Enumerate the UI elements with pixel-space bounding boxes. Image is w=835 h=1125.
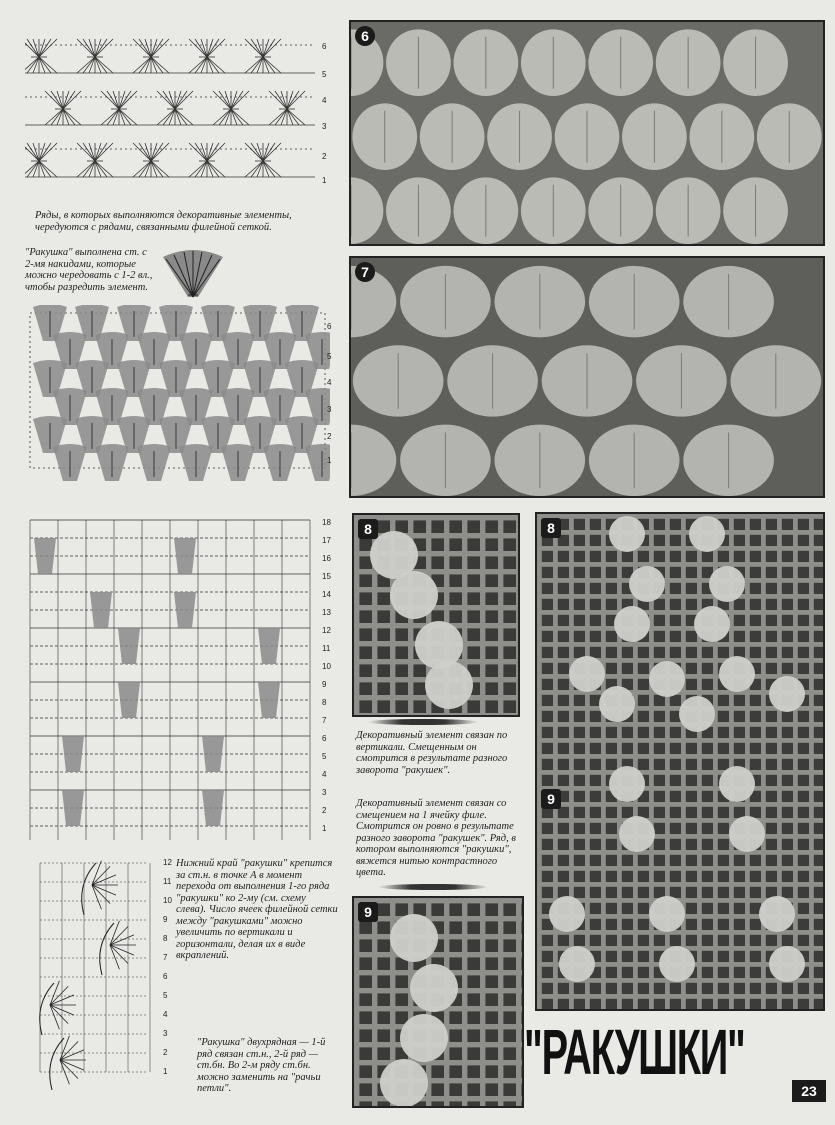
row-number: 4	[322, 96, 327, 105]
row-number: 9	[163, 915, 168, 924]
row-number: 5	[322, 752, 327, 761]
row-number: 10	[163, 896, 172, 905]
row-number: 1	[322, 824, 327, 833]
photo-number: 8	[358, 519, 378, 539]
row-number: 6	[163, 972, 168, 981]
photo-number: 8	[541, 518, 561, 538]
row-number: 4	[322, 770, 327, 779]
row-number: 7	[163, 953, 168, 962]
row-number: 6	[322, 734, 327, 743]
page-number: 23	[792, 1080, 826, 1102]
photo-6-texture	[351, 22, 823, 244]
row-number: 17	[322, 536, 331, 545]
row-number: 1	[163, 1067, 168, 1076]
arrow-divider	[378, 884, 488, 890]
row-number: 7	[322, 716, 327, 725]
row-number: 15	[322, 572, 331, 581]
rows-caption: Ряды, в которых выполняются декоративные элементы, чередуются с рядами, связанными филейной сеткой.	[35, 210, 292, 233]
shell-chart-2	[25, 305, 330, 500]
photo-number: 6	[355, 26, 375, 46]
photo-number: 9	[541, 789, 561, 809]
photo-number: 7	[355, 262, 375, 282]
row-number: 2	[163, 1048, 168, 1057]
row-number: 2	[322, 152, 327, 161]
row-number: 9	[322, 680, 327, 689]
shell-chart-1	[25, 20, 320, 195]
row-number: 1	[322, 176, 327, 185]
row-number: 4	[327, 378, 332, 387]
row-number: 14	[322, 590, 331, 599]
photo-8b-texture	[537, 514, 823, 1009]
row-number: 10	[322, 662, 331, 671]
row-number: 2	[322, 806, 327, 815]
photo-8a	[352, 513, 520, 717]
row-number: 6	[322, 42, 327, 51]
photo-7	[349, 256, 825, 498]
row-number: 16	[322, 554, 331, 563]
row-number: 8	[163, 934, 168, 943]
row-number: 8	[322, 698, 327, 707]
row-number: 11	[163, 877, 172, 886]
row-number: 3	[327, 405, 332, 414]
offset-caption: Декоративный элемент связан со смещением на 1 ячейку филе. Смотрится он ровно в результате разного заворота "ракушек". Ряд, в котором выполняются "ракушки", вяжется нитью контрастного цвета.	[356, 798, 516, 878]
photo-9a	[352, 896, 524, 1108]
shell-symbol	[158, 245, 228, 303]
filet-chart-3	[25, 515, 320, 840]
row-number: 12	[322, 626, 331, 635]
photo-9a-texture	[354, 898, 522, 1106]
bottom-edge-caption: Нижний край "ракушки" крепится за ст.н. в точке А в момент перехода от выполнения 1-го ряда "ракушки" ко 2-му (см. схему слева). Число ячеек филейной сетки между "ракушками" можно увеличить по вертикали и горизонтали, делая их в виде вкраплений.	[176, 858, 338, 961]
photo-number: 9	[358, 902, 378, 922]
row-number: 2	[327, 432, 332, 441]
row-number: 1	[327, 456, 332, 465]
row-number: 4	[163, 1010, 168, 1019]
row-number: 3	[322, 122, 327, 131]
shell-chart-4	[30, 855, 160, 1105]
vertical-caption: Декоративный элемент связан по вертикали. Смещенным он смотрится в результате разного заворота "ракушек".	[356, 730, 508, 776]
row-number: 3	[322, 788, 327, 797]
row-number: 13	[322, 608, 331, 617]
row-number: 5	[322, 70, 327, 79]
row-number: 3	[163, 1029, 168, 1038]
photo-8b-9b	[535, 512, 825, 1011]
row-number: 11	[322, 644, 331, 653]
row-number: 6	[327, 322, 332, 331]
photo-6	[349, 20, 825, 246]
row-number: 5	[327, 352, 332, 361]
page-title: "РАКУШКИ"	[524, 1016, 745, 1088]
row-number: 12	[163, 858, 172, 867]
arrow-divider	[368, 719, 478, 725]
photo-8a-texture	[354, 515, 518, 715]
two-row-caption: "Ракушка" двухрядная — 1-й ряд связан ст.н., 2-й ряд — ст.бн. Во 2-м ряду ст.бн. можно заменить на "рачьи петли".	[197, 1037, 326, 1094]
photo-7-texture	[351, 258, 823, 496]
shell-caption: "Ракушка" выполнена ст. с 2-мя накидами, которые можно чередовать с 1-2 вл., чтобы разредить элемент.	[25, 247, 153, 293]
row-number: 5	[163, 991, 168, 1000]
row-number: 18	[322, 518, 331, 527]
